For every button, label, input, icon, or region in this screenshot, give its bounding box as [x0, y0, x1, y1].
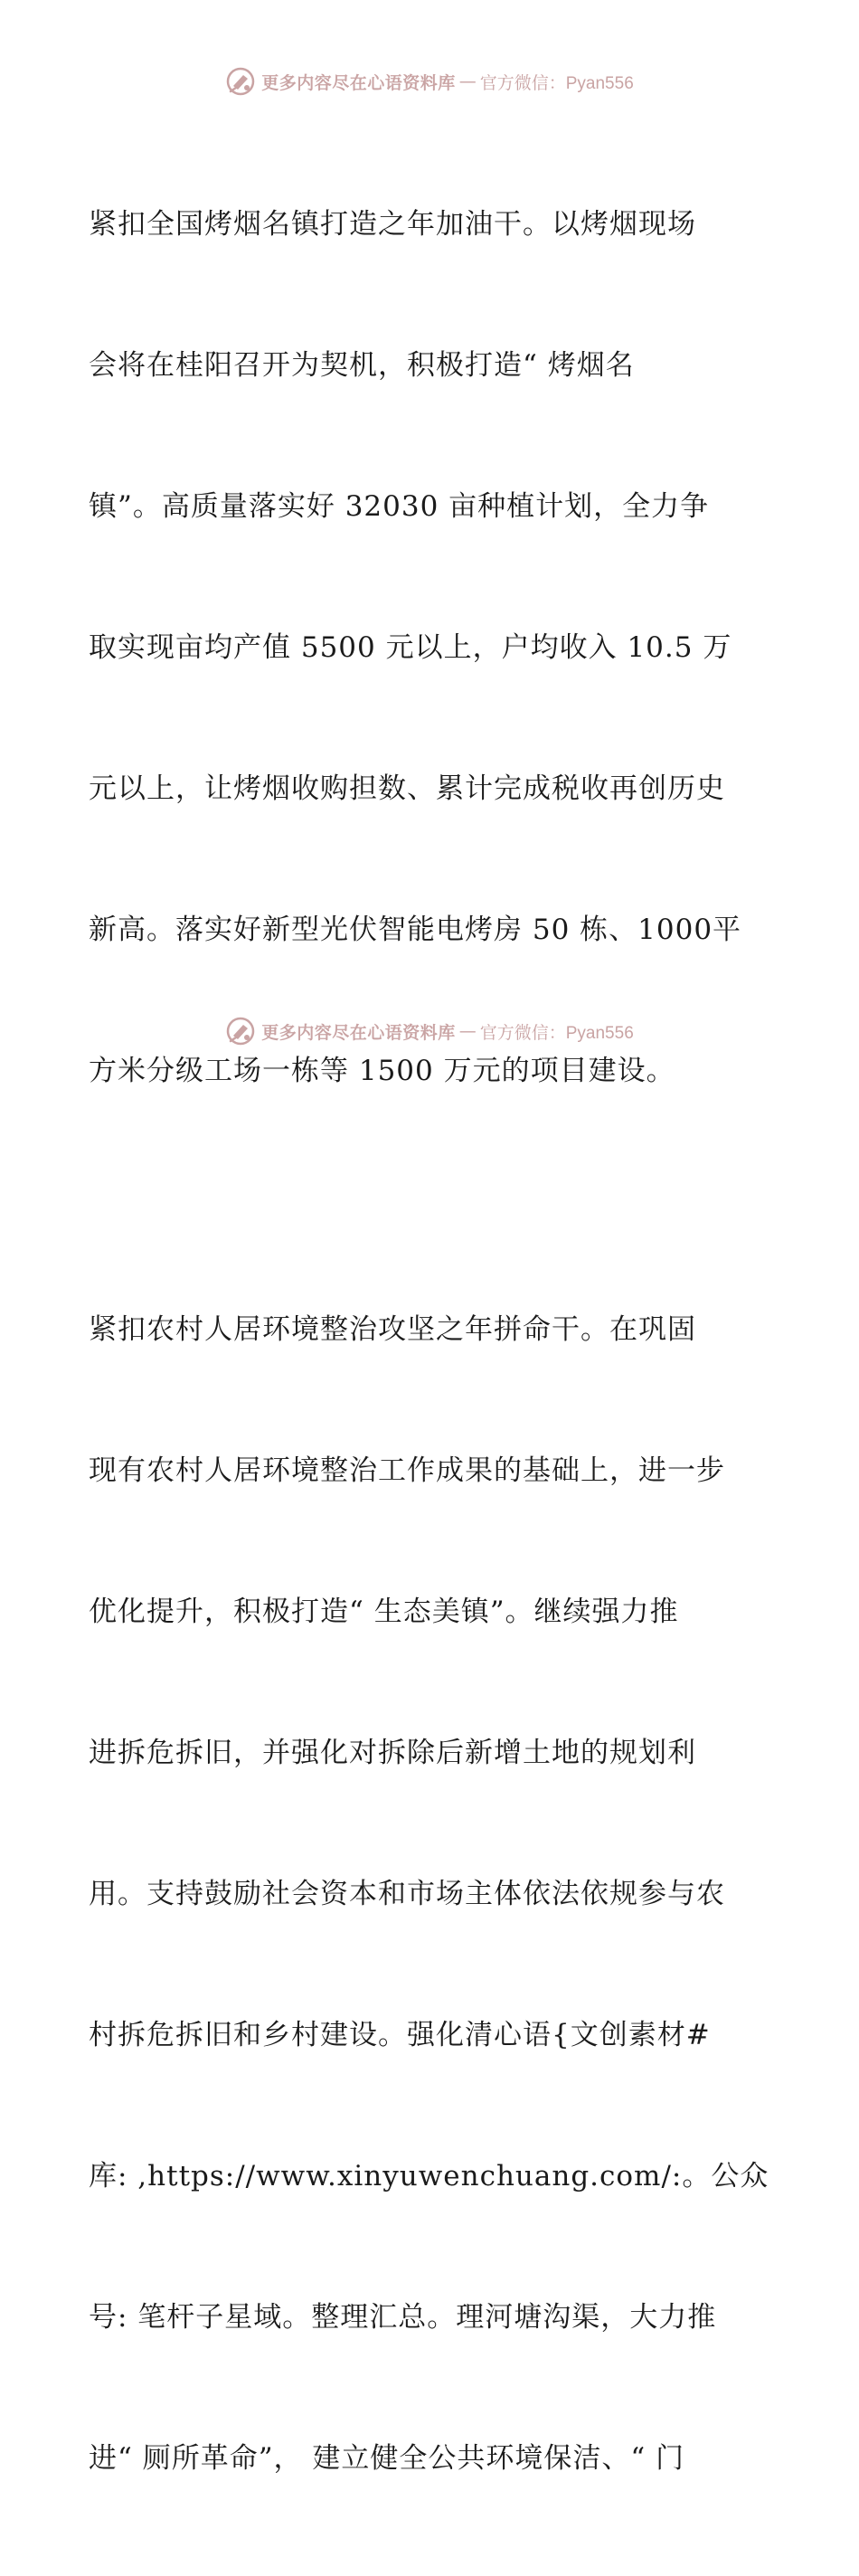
text-line: 会将在桂阳召开为契机，积极打造“ 烤烟名 — [89, 349, 635, 382]
banner-contact: 官方微信：Pyan556 — [479, 1023, 634, 1043]
text-line: 取实现亩均产值 5500 元以上，户均收入 10.5 万 — [89, 631, 732, 664]
banner-dash: — — [458, 71, 477, 91]
text-line: 号: 笔杆子星域。整理汇总。理河塘沟渠，大力推 — [89, 2301, 717, 2334]
banner-contact: 官方微信：Pyan556 — [479, 73, 634, 93]
text-line: 现有农村人居环境整治工作成果的基础上，进一步 — [89, 1454, 725, 1487]
header-watermark — [0, 63, 859, 99]
text-line: 新高。落实好新型光伏智能电烤房 50 栋、1000平 — [89, 914, 742, 946]
text-line: 进“ 厕所革命”， 建立健全公共环境保洁、“ 门 — [89, 2442, 685, 2475]
text-line: 紧扣全国烤烟名镇打造之年加油干。以烤烟现场 — [89, 208, 696, 241]
banner-text: 更多内容尽在心语资料库 — [261, 72, 456, 93]
brand-logo-icon — [225, 1016, 256, 1046]
footer-watermark — [0, 1013, 859, 1049]
text-line: 镇”。高质量落实好 32030 亩种植计划，全力争 — [89, 490, 710, 523]
paragraph-2 — [89, 1212, 776, 2576]
banner-text: 更多内容尽在心语资料库 — [261, 1022, 456, 1043]
text-line: 优化提升，积极打造“ 生态美镇”。继续强力推 — [89, 1596, 679, 1628]
text-line: 库: ,https://www.xinyuwenchuang.com/:。公众 — [89, 2160, 769, 2192]
text-line: 紧扣农村人居环境整治攻坚之年拼命干。在巩固 — [89, 1313, 696, 1346]
text-line: 方米分级工场一栋等 1500 万元的项目建设。 — [89, 1055, 675, 1087]
banner-dash: — — [458, 1021, 477, 1041]
text-line: 用。支持鼓励社会资本和市场主体依法依规参与农 — [89, 1878, 725, 1910]
text-line: 进拆危拆旧，并强化对拆除后新增土地的规划利 — [89, 1737, 696, 1769]
document-body — [89, 107, 776, 2576]
text-line: 村拆危拆旧和乡村建设。强化清心语{文创素材# — [89, 2019, 711, 2051]
brand-logo-icon — [225, 66, 256, 97]
text-line: 元以上，让烤烟收购担数、累计完成税收再创历史 — [89, 772, 725, 805]
